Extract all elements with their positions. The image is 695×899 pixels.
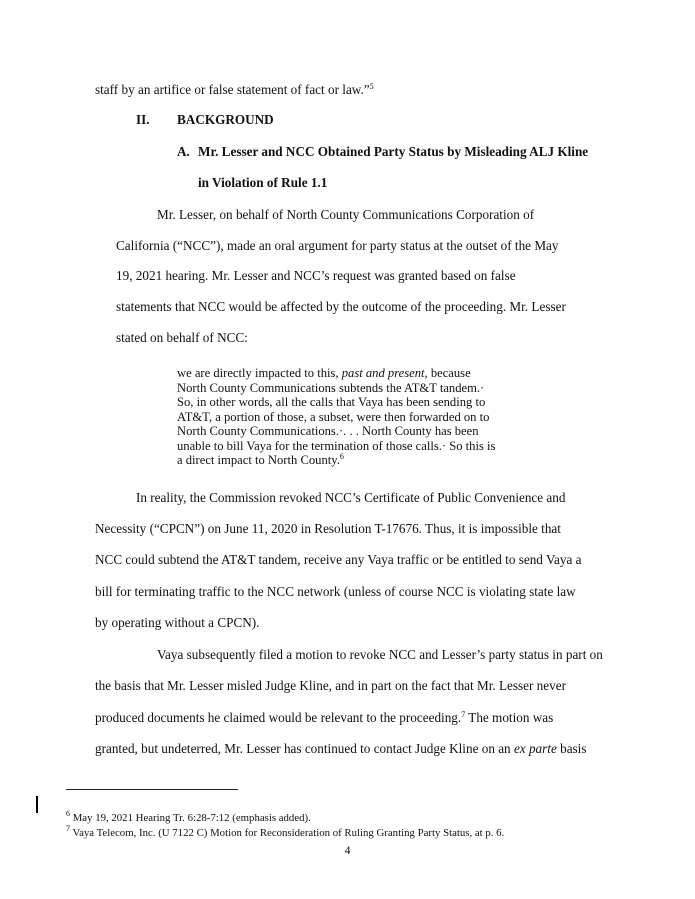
block-quote-line: North County Communications.·. . . North County has been bbox=[177, 424, 479, 438]
footnote-separator bbox=[66, 789, 238, 790]
subsection-heading-line-1: Mr. Lesser and NCC Obtained Party Status by Misleading ALJ Kline bbox=[198, 144, 589, 159]
paragraph-1-line: statements that NCC would be affected by the outcome of the proceeding. Mr. Lesser bbox=[116, 299, 566, 314]
block-quote-line: unable to bill Vaya for the termination of those calls.· So this is bbox=[177, 438, 496, 453]
block-quote-line: AT&T, a portion of those, a subset, were then forwarded on to bbox=[177, 409, 490, 424]
paragraph-2-line: NCC could subtend the AT&T tandem, receive any Vaya traffic or be entitled to send Vaya a bbox=[95, 552, 582, 567]
paragraph-3-line: produced documents he claimed would be relevant to the proceeding.$^7$ The motion was bbox=[95, 710, 554, 725]
body-line: staff by an artifice or false statement of fact or law.”$^5$ bbox=[95, 82, 374, 97]
block-quote-line: we are directly impacted to this, past and present, because bbox=[177, 366, 471, 380]
paragraph-3-line: granted, but undeterred, Mr. Lesser has continued to contact Judge Kline on an ex parte basis bbox=[95, 741, 587, 756]
paragraph-2-line: by operating without a CPCN). bbox=[95, 615, 260, 630]
paragraph-1-line: California (“NCC”), made an oral argument for party status at the outset of the May bbox=[116, 238, 559, 253]
paragraph-1-line: stated on behalf of NCC: bbox=[116, 330, 248, 345]
footnote-ref-7: 7 bbox=[461, 710, 466, 719]
footnote-ref-5: 5 bbox=[369, 82, 374, 91]
latin-term: ex parte bbox=[513, 741, 557, 756]
section-heading: BACKGROUND bbox=[177, 112, 274, 127]
block-quote-line: So, in other words, all the calls that Vaya has been sending to bbox=[177, 395, 486, 409]
paragraph-1-line: Mr. Lesser, on behalf of North County Communications Corporation of bbox=[157, 207, 535, 222]
paragraph-1-line: 19, 2021 hearing. Mr. Lesser and NCC’s request was granted based on false bbox=[116, 268, 516, 283]
footnote-7: $^7$ Vaya Telecom, Inc. (U 7122 C) Motion for Reconsideration of Ruling Granting Party Status, at p. 6. bbox=[66, 824, 505, 839]
quote-emphasis: past and present bbox=[341, 366, 425, 380]
block-quote-line: a direct impact to North County.$^6$ bbox=[177, 452, 344, 467]
block-quote-line: North County Communications subtends the AT&T tandem.· bbox=[177, 380, 485, 395]
subsection-label: A. bbox=[177, 144, 190, 159]
footnote-ref-6: 6 bbox=[339, 452, 344, 461]
section-number: II. bbox=[136, 112, 150, 127]
page-number: 4 bbox=[344, 843, 351, 857]
paragraph-3-line: the basis that Mr. Lesser misled Judge Kline, and in part on the fact that Mr. Lesser never bbox=[95, 678, 566, 693]
subsection-heading-line-2: in Violation of Rule 1.1 bbox=[198, 175, 328, 190]
paragraph-3-line: Vaya subsequently filed a motion to revoke NCC and Lesser’s party status in part on bbox=[157, 647, 603, 662]
paragraph-2-line: bill for terminating traffic to the NCC network (unless of course NCC is violating state law bbox=[95, 584, 576, 599]
paragraph-2-line: In reality, the Commission revoked NCC’s Certificate of Public Convenience and bbox=[136, 490, 566, 505]
paragraph-2-line: Necessity (“CPCN”) on June 11, 2020 in Resolution T-17676. Thus, it is impossible that bbox=[95, 521, 561, 536]
revision-bar bbox=[36, 796, 38, 813]
footnote-6: $^6$ May 19, 2021 Hearing Tr. 6:28-7:12 (emphasis added). bbox=[66, 809, 311, 824]
